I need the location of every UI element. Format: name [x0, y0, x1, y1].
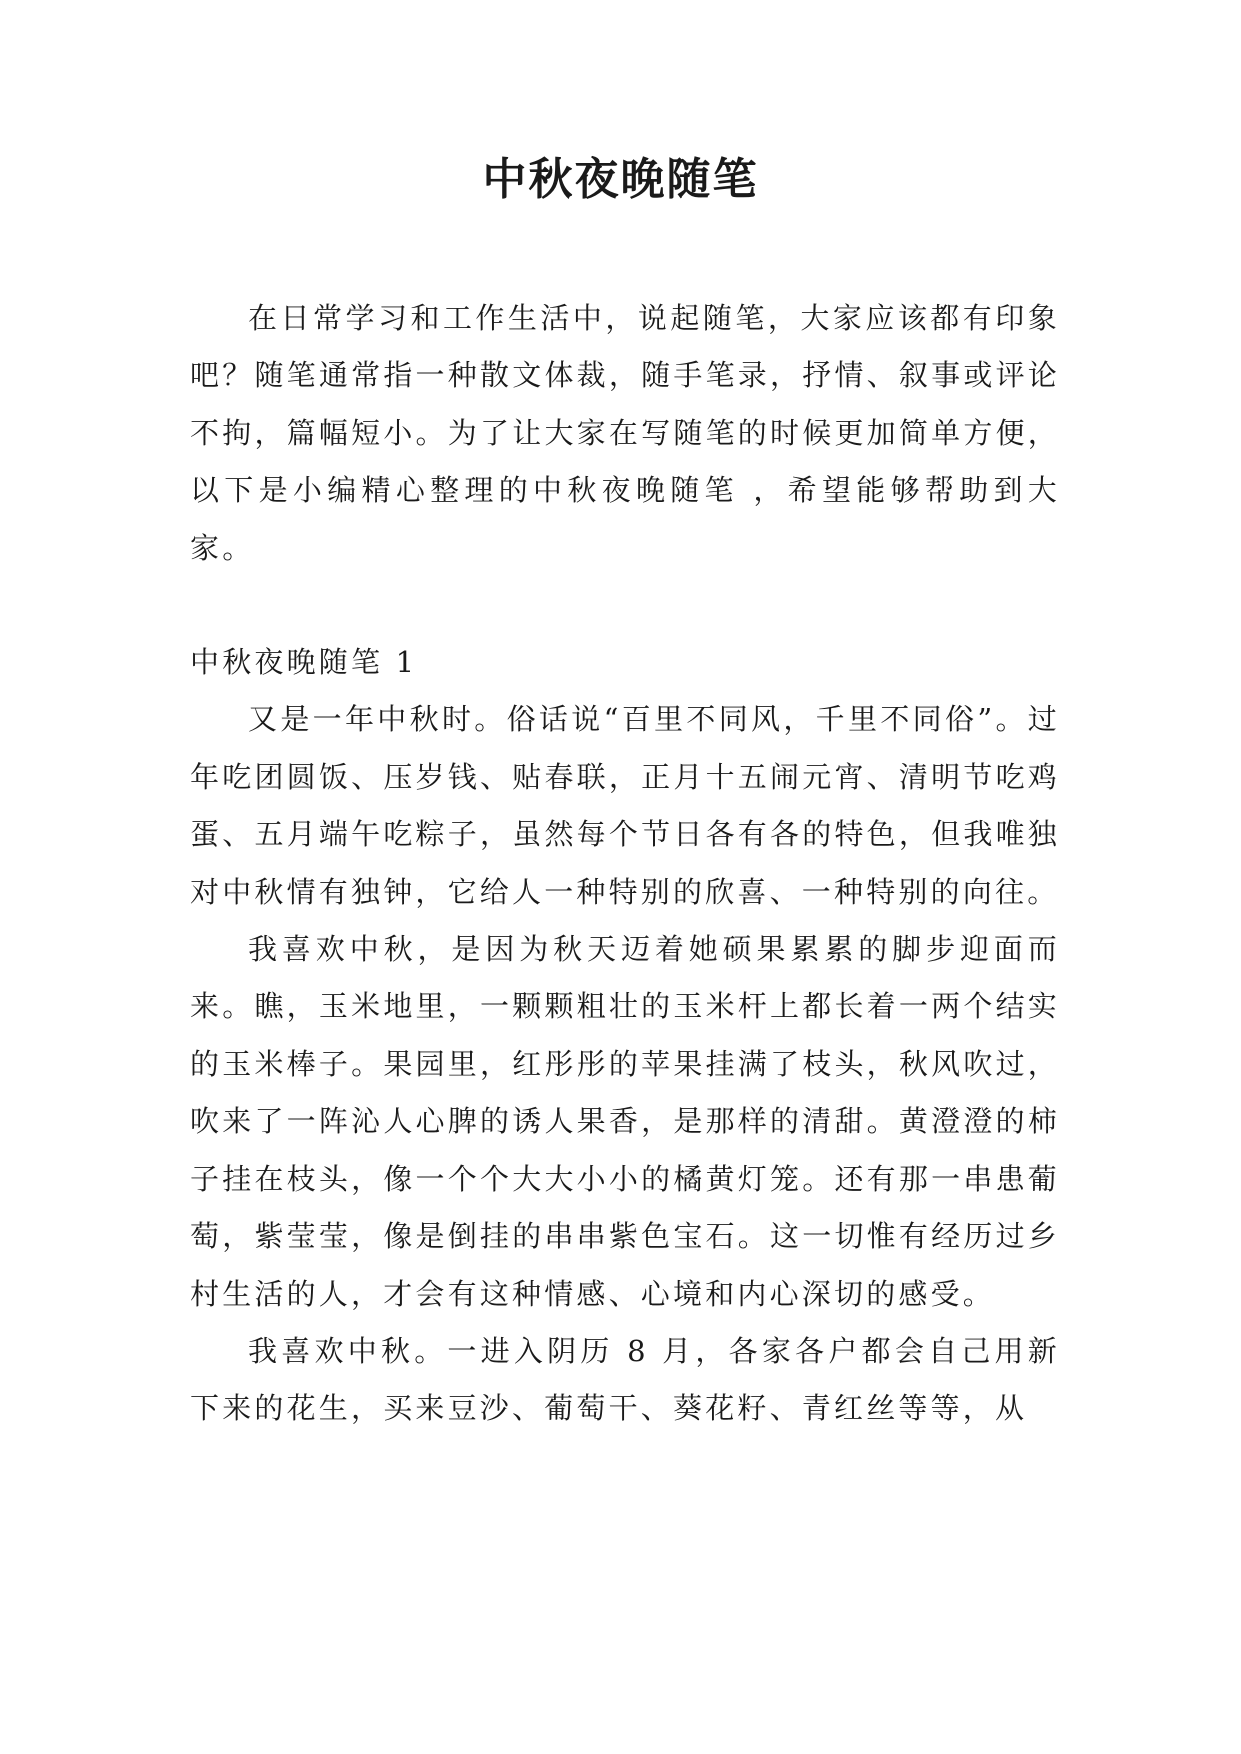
section-heading: 中秋夜晚随笔 1: [190, 645, 418, 680]
intro-paragraph: 在日常学习和工作生活中，说起随笔，大家应该都有印象吧？随笔通常指一种散文体裁，随手笔录，抒情、叙事或评论不拘，篇幅短小。为了让大家在写随笔的时候更加简单方便，以下是小编精心整理的中秋夜晚随笔 ，希望能够帮助到大家。: [190, 301, 1060, 565]
document-body: [190, 290, 1060, 1438]
body-paragraph-2: 我喜欢中秋，是因为秋天迈着她硕果累累的脚步迎面而来。瞧，玉米地里，一颗颗粗壮的玉米杆上都长着一两个结实的玉米棒子。果园里，红彤彤的苹果挂满了枝头，秋风吹过，吹来了一阵沁人心脾的诱人果香，是那样的清甜。黄澄澄的柿子挂在枝头，像一个个大大小小的橘黄灯笼。还有那一串患葡萄，紫莹莹，像是倒挂的串串紫色宝石。这一切惟有经历过乡村生活的人，才会有这种情感、心境和内心深切的感受。: [190, 932, 1060, 1311]
body-paragraph-1: 又是一年中秋时。俗话说“百里不同风，千里不同俗”。过年吃团圆饭、压岁钱、贴春联，正月十五闹元宵、清明节吃鸡蛋、五月端午吃粽子，虽然每个节日各有各的特色，但我唯独对中秋情有独钟，它给人一种特别的欣喜、一种特别的向往。: [190, 702, 1060, 909]
body-paragraph-3: 我喜欢中秋。一进入阴历 8 月，各家各户都会自己用新下来的花生，买来豆沙、葡萄干、葵花籽、青红丝等等，从: [190, 1333, 1060, 1426]
document-title: 中秋夜晚随笔: [482, 154, 759, 205]
